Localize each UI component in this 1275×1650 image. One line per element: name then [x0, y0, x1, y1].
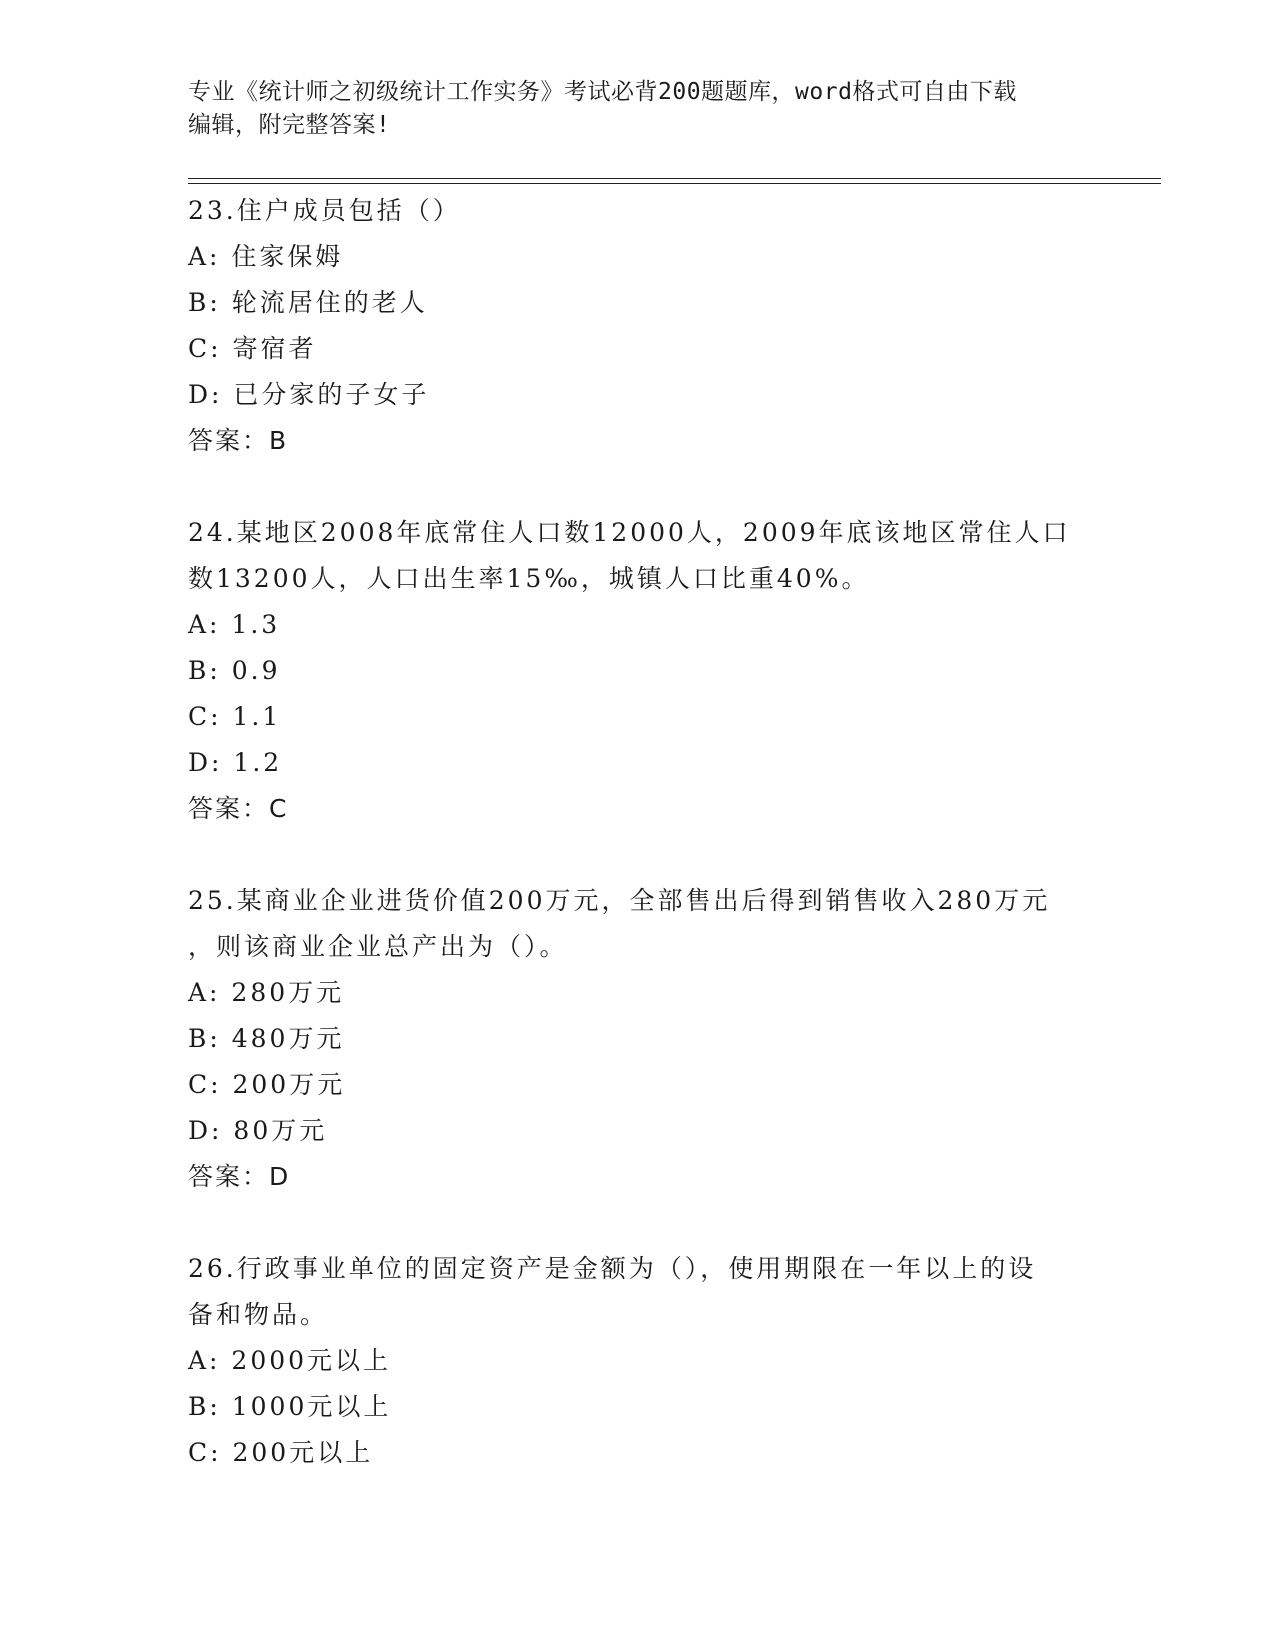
option-c: C: 寄宿者 — [188, 334, 317, 363]
option-d: D: 已分家的子女子 — [188, 380, 430, 409]
question-block — [188, 878, 1088, 1200]
option-d: D: 1.2 — [188, 748, 283, 777]
answer-line: 答案：B — [188, 426, 289, 455]
question-list — [188, 188, 1088, 1476]
header-divider-bottom — [188, 183, 1161, 184]
option-c: C: 200元以上 — [188, 1438, 374, 1467]
header-line-2: 编辑，附完整答案! — [188, 112, 391, 138]
option-b: B: 轮流居住的老人 — [188, 288, 428, 317]
option-b: B: 1000元以上 — [188, 1392, 392, 1421]
question-stem: 24.某地区2008年底常住人口数12000人，2009年底该地区常住人口 — [188, 518, 1071, 547]
header-divider-top — [188, 178, 1161, 179]
spacer — [188, 1200, 1088, 1246]
option-a: A: 280万元 — [188, 978, 345, 1007]
question-block — [188, 188, 1088, 464]
option-a: A: 2000元以上 — [188, 1346, 392, 1375]
spacer — [188, 832, 1088, 878]
option-b: B: 480万元 — [188, 1024, 345, 1053]
option-d: D: 80万元 — [188, 1116, 328, 1145]
question-stem-continued: ，则该商业企业总产出为（）。 — [188, 932, 568, 961]
question-block — [188, 1246, 1088, 1476]
question-stem: 25.某商业企业进货价值200万元，全部售出后得到销售收入280万元 — [188, 886, 1051, 915]
option-c: C: 1.1 — [188, 702, 282, 731]
document-header — [188, 76, 1088, 142]
option-a: A: 1.3 — [188, 610, 281, 639]
answer-line: 答案：C — [188, 794, 289, 823]
question-stem: 23.住户成员包括（） — [188, 196, 461, 225]
question-stem-continued: 备和物品。 — [188, 1300, 329, 1329]
question-stem: 26.行政事业单位的固定资产是金额为（），使用期限在一年以上的设 — [188, 1254, 1037, 1283]
question-block — [188, 510, 1088, 832]
question-stem-continued: 数13200人，人口出生率15‰，城镇人口比重40%。 — [188, 564, 870, 593]
header-line-1: 专业《统计师之初级统计工作实务》考试必背200题题库，word格式可自由下载 — [188, 79, 1017, 105]
spacer — [188, 464, 1088, 510]
option-c: C: 200万元 — [188, 1070, 346, 1099]
option-a: A: 住家保姆 — [188, 242, 344, 271]
option-b: B: 0.9 — [188, 656, 281, 685]
answer-line: 答案：D — [188, 1162, 291, 1191]
